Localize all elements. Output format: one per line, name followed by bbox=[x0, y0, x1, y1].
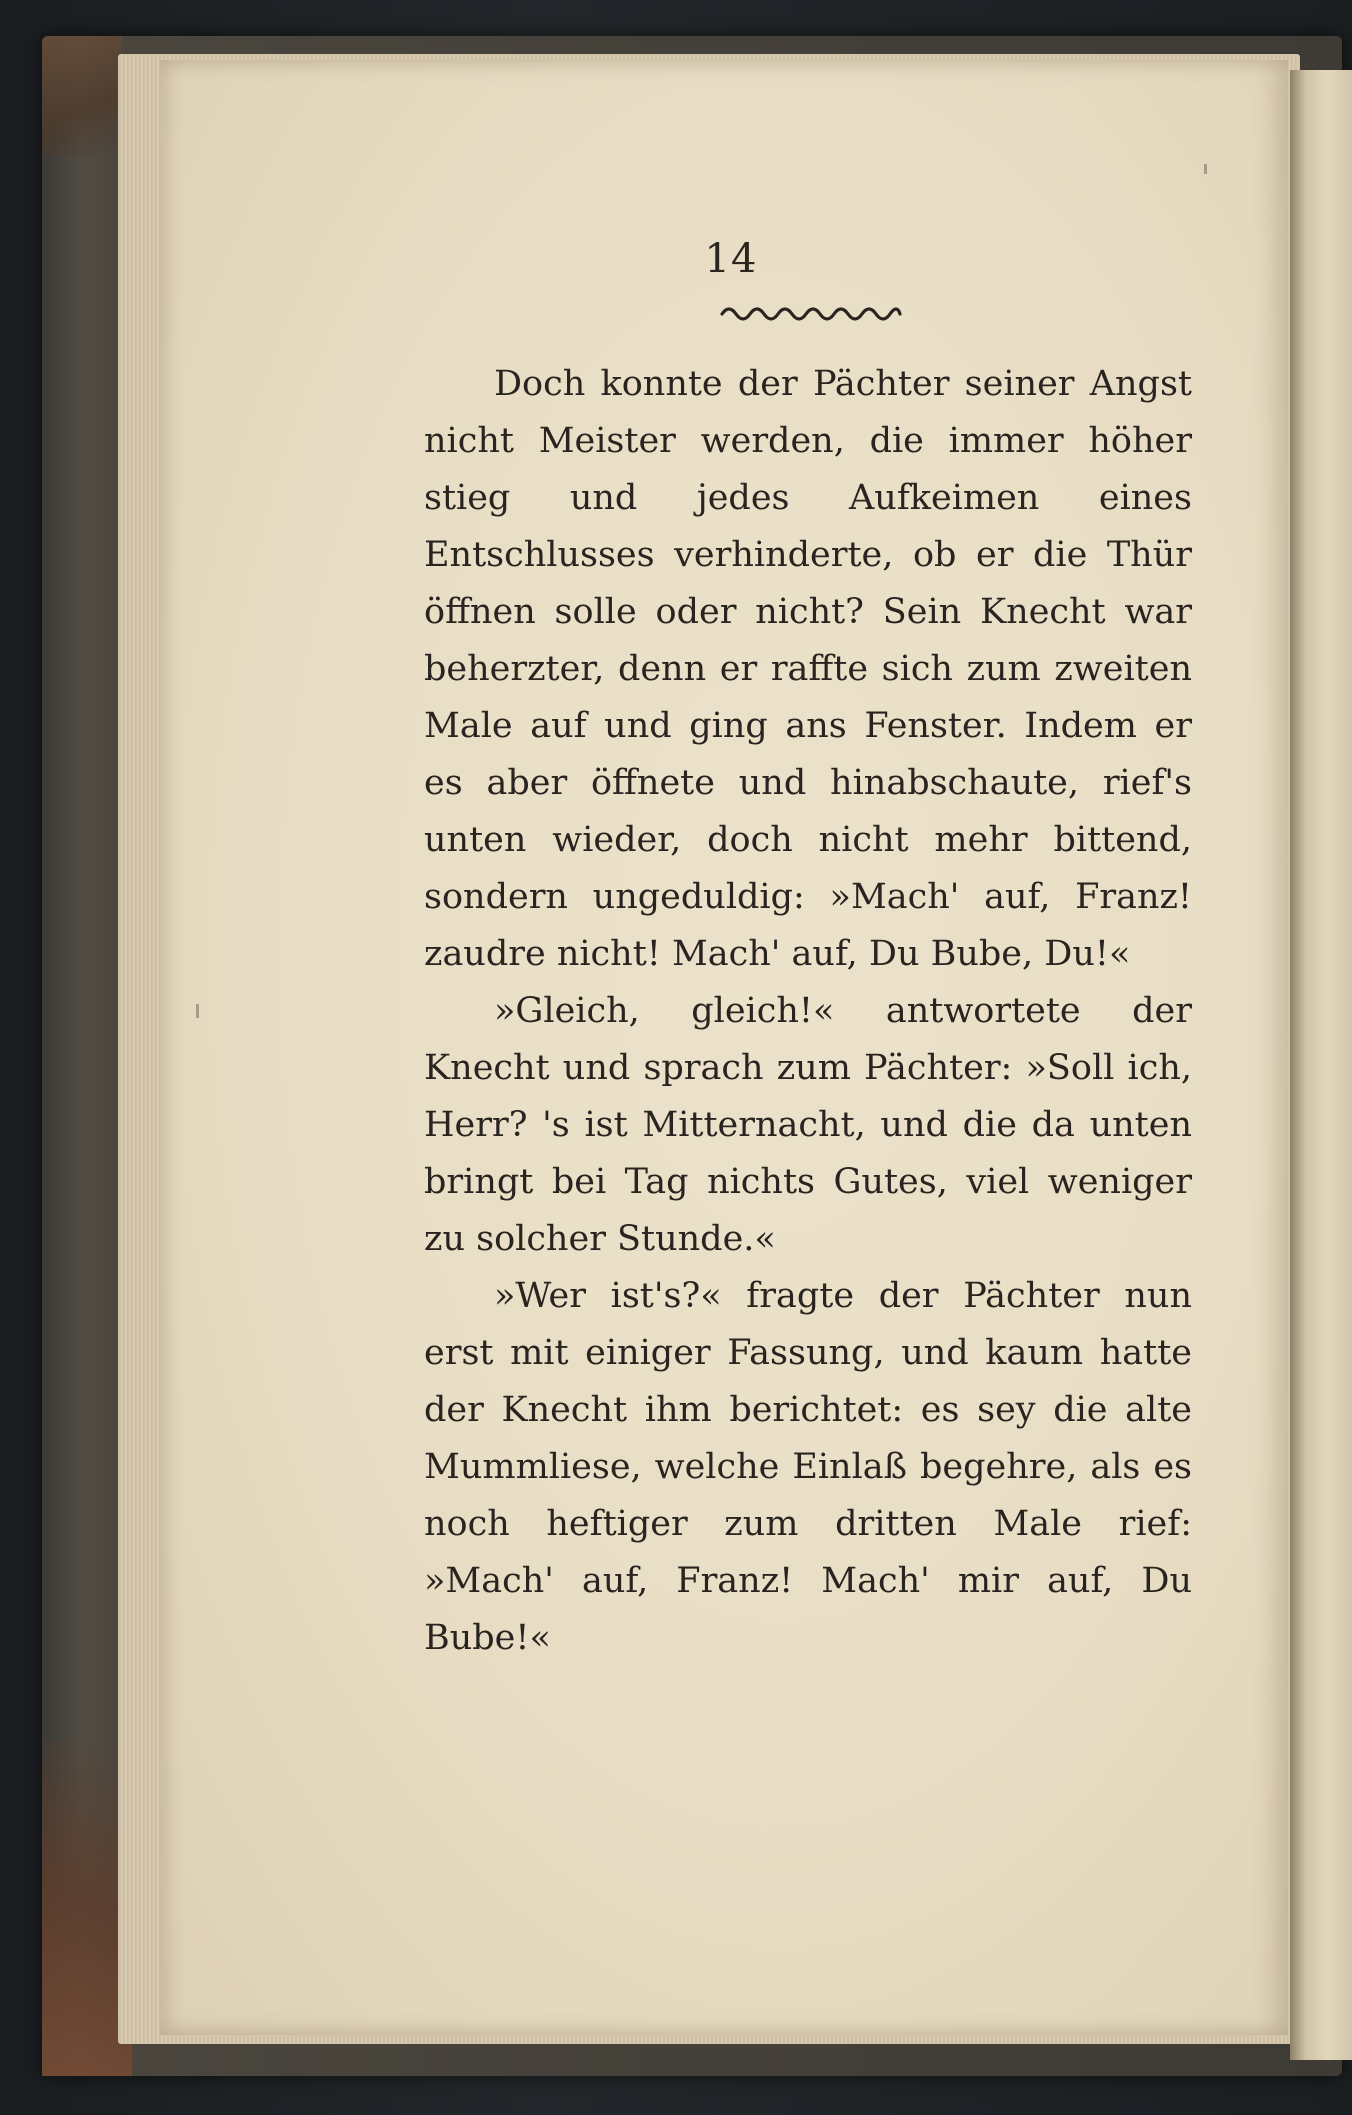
margin-speck bbox=[1204, 164, 1207, 174]
paragraph-3: »Wer ist's?« fragte der Pächter nun erst mit einiger Fassung, und kaum hatte der Knecht ihm berichtet: es sey die alte Mummliese, welche Einlaß begehre, als es noch heftiger zum dritten Male rief: »Mach' auf, Franz! Mach' mir auf, Du Bube!« bbox=[424, 1276, 1192, 1658]
wavy-rule-ornament-icon bbox=[720, 300, 902, 324]
paragraph-1: Doch konnte der Pächter seiner Angst nicht Meister werden, die immer höher stieg und jedes Aufkeimen eines Entschlusses verhinderte, ob er die Thür öffnen solle oder nicht? Sein Knecht war beherzter, denn er raffte sich zum zweiten Male auf und ging ans Fenster. Indem er es aber öffnete und hinabschaute, rief's unten wieder, doch nicht mehr bittend, sondern ungeduldig: »Mach' auf, Franz! zaudre nicht! Mach' auf, Du Bube, Du!« bbox=[424, 364, 1192, 974]
paragraph-2: »Gleich, gleich!« antwortete der Knecht und sprach zum Pächter: »Soll ich, Herr? 's ist Mitternacht, und die da unten bringt bei Tag nichts Gutes, viel weniger zu solcher Stunde.« bbox=[424, 991, 1192, 1259]
facing-page-edge bbox=[1290, 70, 1352, 2060]
margin-speck bbox=[196, 1004, 199, 1018]
body-text bbox=[424, 356, 1192, 1667]
page-number: 14 bbox=[704, 236, 758, 282]
cover-corner-leather bbox=[42, 36, 122, 156]
